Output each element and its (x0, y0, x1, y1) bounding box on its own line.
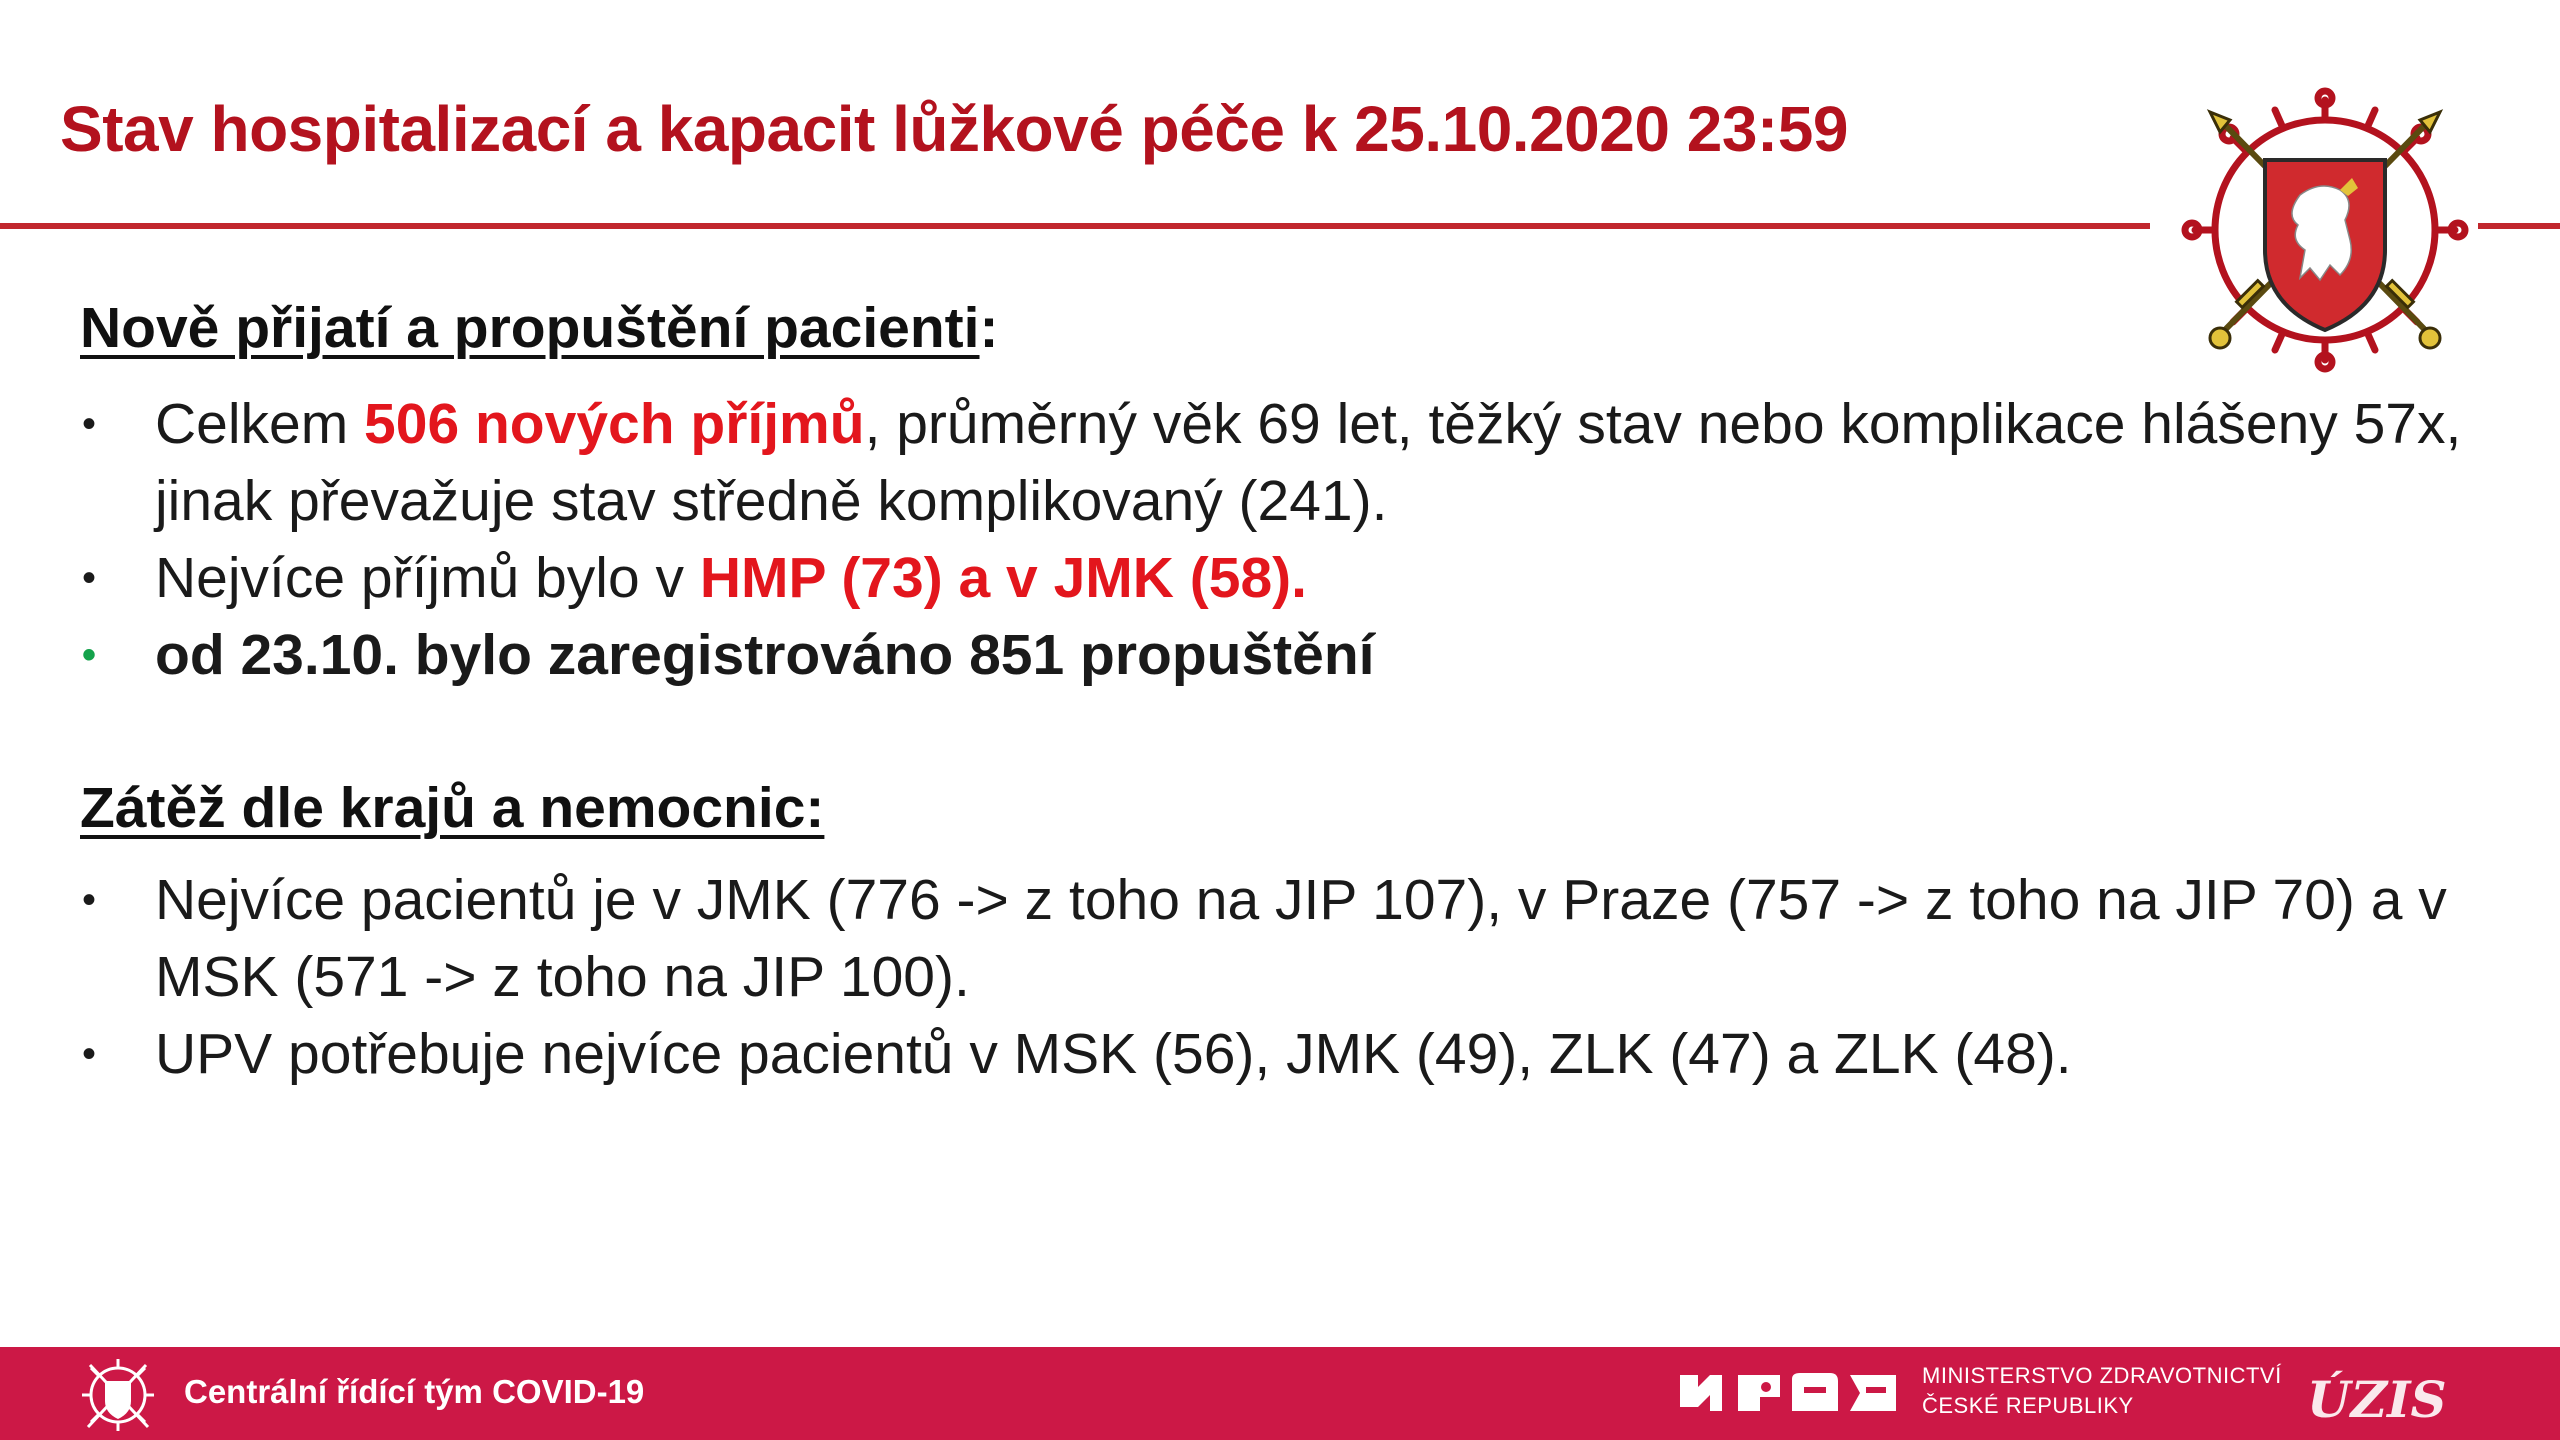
section-heading-admissions (80, 295, 999, 361)
ministry-name-line2: ČESKÉ REPUBLIKY (1922, 1393, 2134, 1418)
admissions-list (80, 386, 2480, 694)
regions-highlight: HMP (73) a v JMK (58). (699, 546, 1307, 610)
page-title: Stav hospitalizací a kapacit lůžkové péče k 25.10.2020 23:59 (60, 93, 1848, 165)
ministry-logo-icon (1680, 1367, 1900, 1419)
list-item (80, 1016, 2480, 1093)
svg-text:ÚZIS: ÚZIS (2307, 1370, 2447, 1429)
section-heading-colon: : (979, 296, 999, 360)
discharges-text: od 23.10. bylo zaregistrováno 851 propuštění (155, 623, 1375, 687)
list-item-text: Nejvíce pacientů je v JMK (776 -> z toho na JIP 107), v Praze (757 -> z toho na JIP 70) a v MSK (571 -> z toho na JIP 100). (155, 868, 2447, 1009)
bullet-icon: • (82, 1032, 97, 1076)
list-item-text-post: , průměrný věk 69 let, těžký stav nebo komplikace hlášeny 57x, jinak převažuje stav středně komplikovaný (241). (155, 392, 2462, 533)
regional-load-list (80, 862, 2480, 1093)
list-item (80, 617, 2480, 694)
bullet-icon: • (82, 556, 97, 600)
section-heading-regional-load (80, 775, 824, 841)
section-heading-regional-load-text: Zátěž dle krajů a nemocnic: (80, 776, 825, 840)
ministry-name-line1: MINISTERSTVO ZDRAVOTNICTVÍ (1922, 1363, 2282, 1388)
bullet-icon: • (82, 878, 97, 922)
ministry-name (1922, 1361, 2282, 1421)
list-item (80, 862, 2480, 1016)
list-item-text: UPV potřebuje nejvíce pacientů v MSK (56), JMK (49), ZLK (47) a ZLK (48). (155, 1022, 2072, 1086)
section-heading-admissions-text: Nově přijatí a propuštění pacienti (80, 296, 980, 360)
list-item (80, 386, 2480, 540)
new-admissions-highlight: 506 nových příjmů (364, 392, 865, 456)
title-divider-left (0, 223, 2150, 229)
list-item-text-pre: Celkem (155, 392, 365, 456)
list-item-text-pre: Nejvíce příjmů bylo v (155, 546, 700, 610)
footer-bar (0, 1347, 2560, 1440)
crisis-team-emblem-icon (2180, 90, 2470, 370)
crisis-team-emblem-icon (78, 1355, 158, 1435)
bullet-icon: • (82, 633, 97, 677)
bullet-icon: • (82, 402, 97, 446)
uzis-logo-icon (2305, 1359, 2447, 1431)
footer-team-name: Centrální řídící tým COVID-19 (184, 1373, 645, 1410)
title-divider-right (2478, 223, 2560, 229)
list-item (80, 540, 2480, 617)
